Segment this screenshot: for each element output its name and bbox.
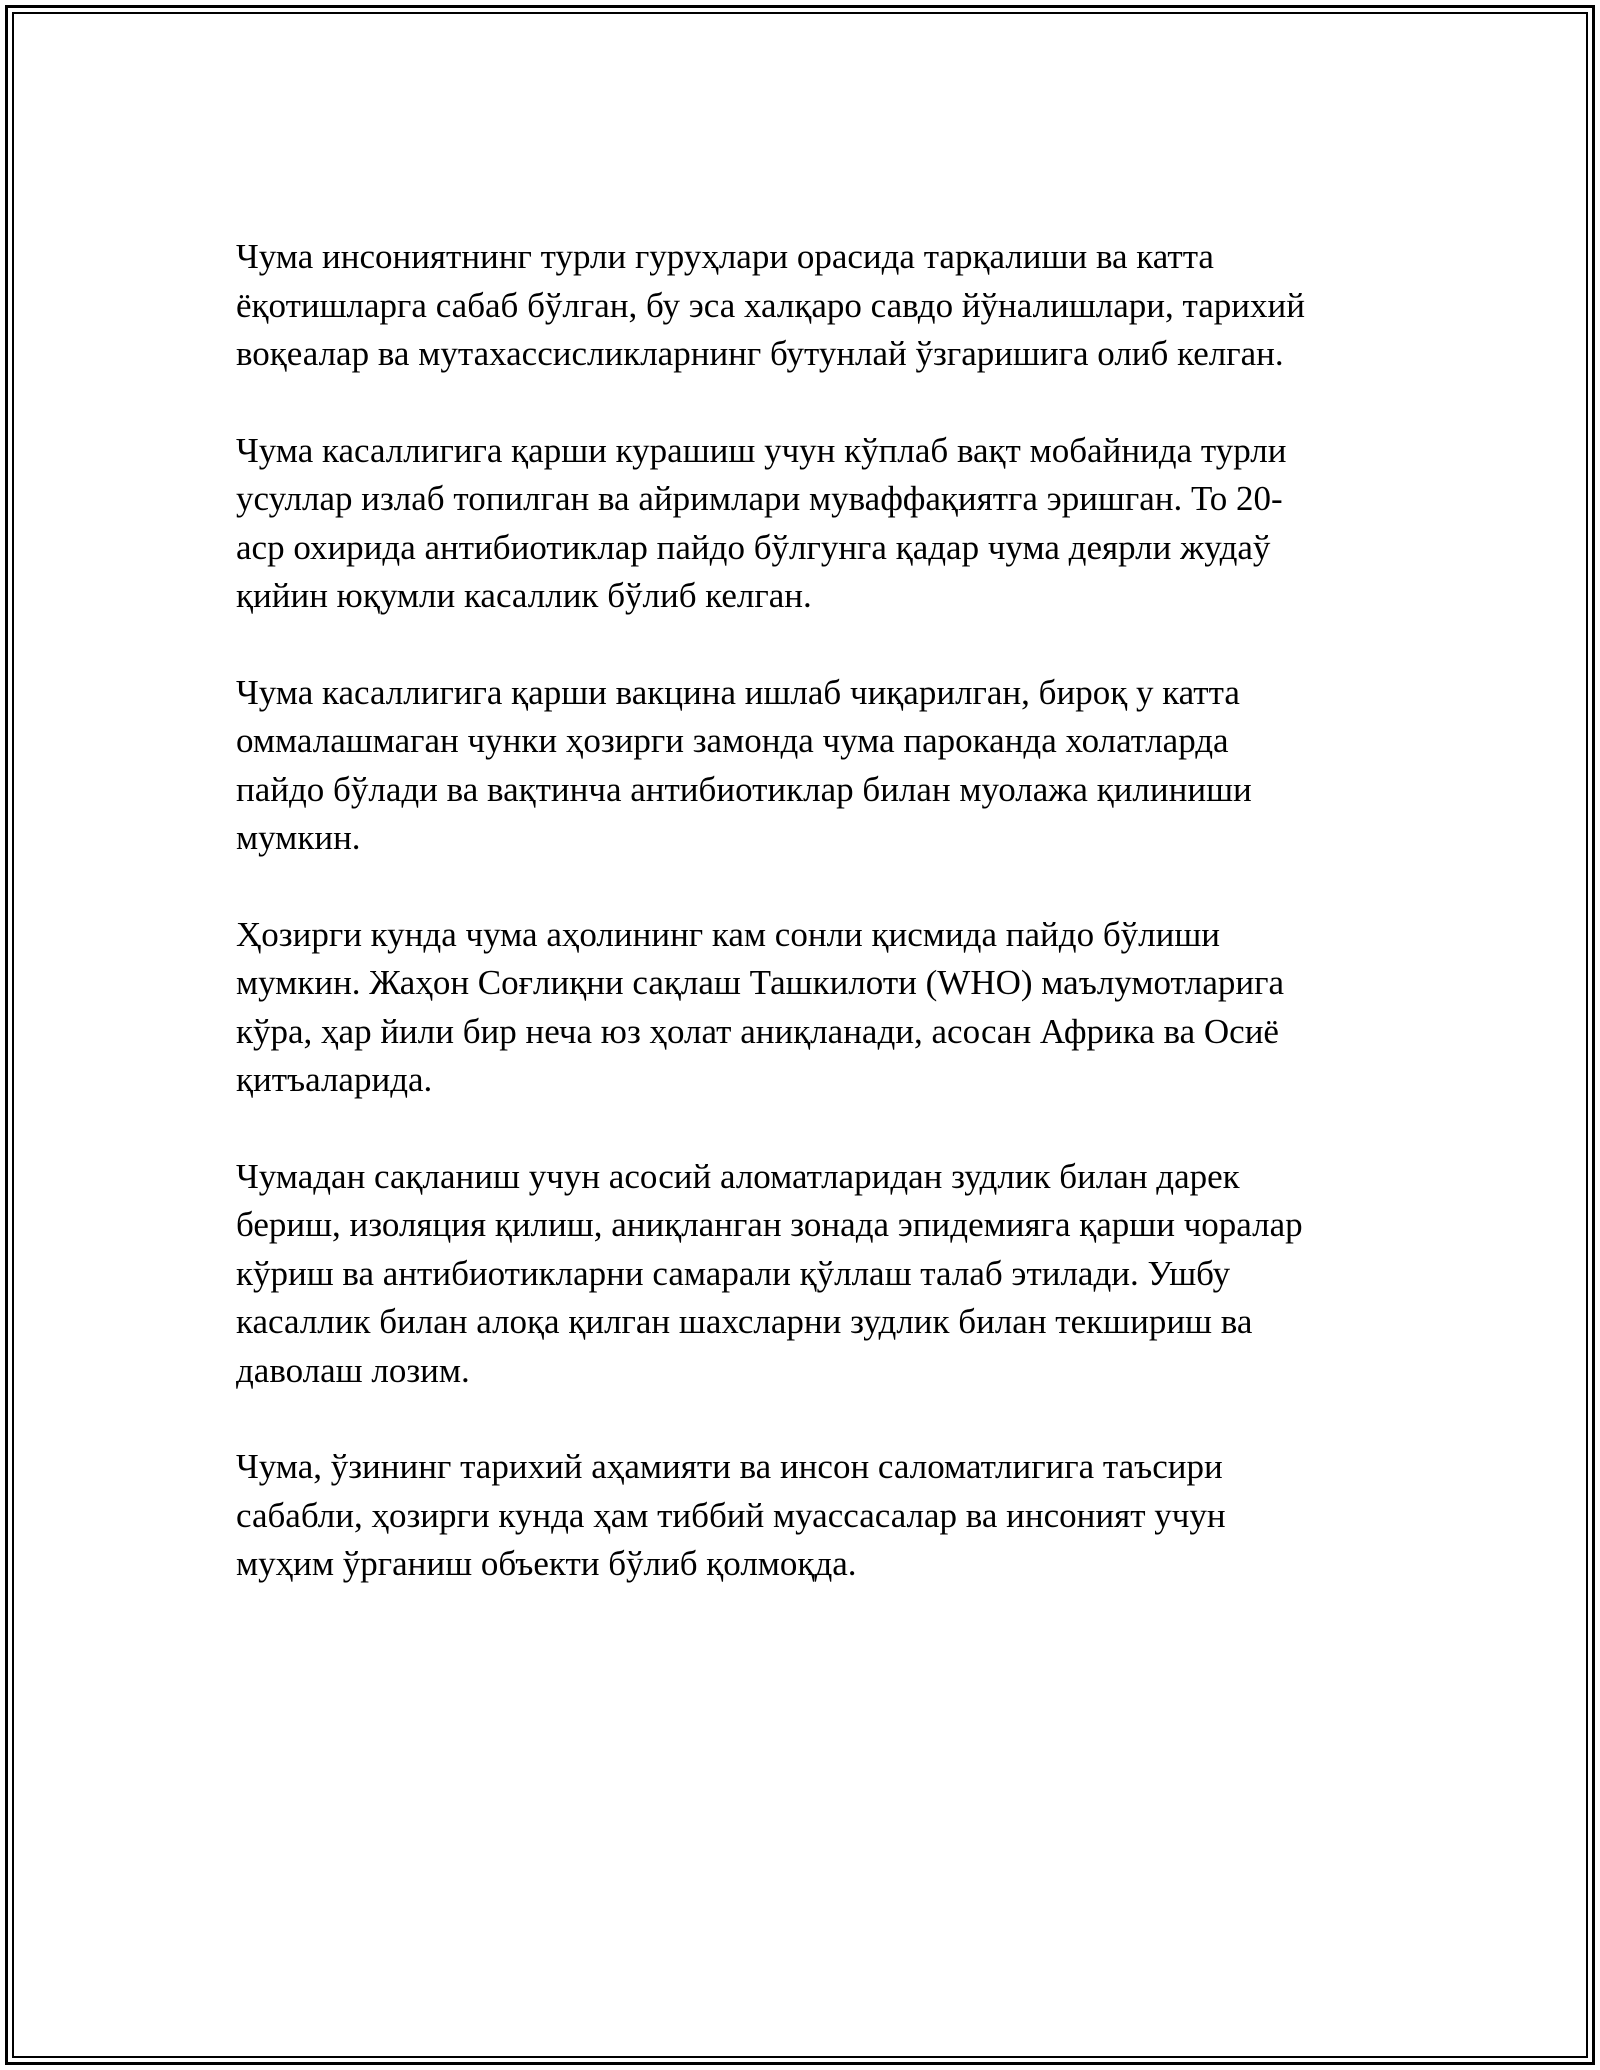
paragraph-5: Чумадан сақланиш учун асосий аломатларидан зудлик билан дарек бериш, изоляция қилиш, аниқланган зонада эпидемияга қарши чоралар кўриш ва антибиотикларни самарали қўллаш талаб этилади. Ушбу касаллик билан алоқа қилган шахсларни зудлик билан текшириш ва даволаш лозим. — [236, 1156, 1303, 1390]
document-body — [236, 233, 1386, 1637]
paragraph-2: Чума касаллигига қарши курашиш учун кўплаб вақт мобайнида турли усуллар излаб топилган ва айримлари муваффақиятга эришган. То 20- аср охирида антибиотиклар пайдо бўлгунга қадар чума деярли жудаў қийин юқумли касаллик бўлиб келган. — [236, 430, 1287, 615]
paragraph-6: Чума, ўзининг тарихий аҳамияти ва инсон саломатлигига таъсири сабабли, ҳозирги кунда ҳам тиббий муассасалар ва инсоният учун муҳим ўрганиш объекти бўлиб қолмоқда. — [236, 1447, 1226, 1583]
paragraph-1: Чума инсониятнинг турли гуруҳлари орасида тарқалиши ва катта ёқотишларга сабаб бўлган, бу эса халқаро савдо йўналишлари, тарихий воқеалар ва мутахассисликларнинг бутунлай ўзгаришига олиб келган. — [236, 237, 1305, 373]
paragraph-4: Ҳозирги кунда чума аҳолининг кам сонли қисмида пайдо бўлиши мумкин. Жаҳон Соғлиқни сақлаш Ташкилоти (WHO) маълумотларига кўра, ҳар йили бир неча юз ҳолат аниқланади, асосан Африка ва Осиё қитъаларида. — [236, 914, 1285, 1099]
paragraph-3: Чума касаллигига қарши вакцина ишлаб чиқарилган, бироқ у катта оммалашмаган чунки ҳозирги замонда чума пароканда холатларда пайдо бўлади ва вақтинча антибиотиклар билан муолажа қилиниши мумкин. — [236, 672, 1252, 857]
